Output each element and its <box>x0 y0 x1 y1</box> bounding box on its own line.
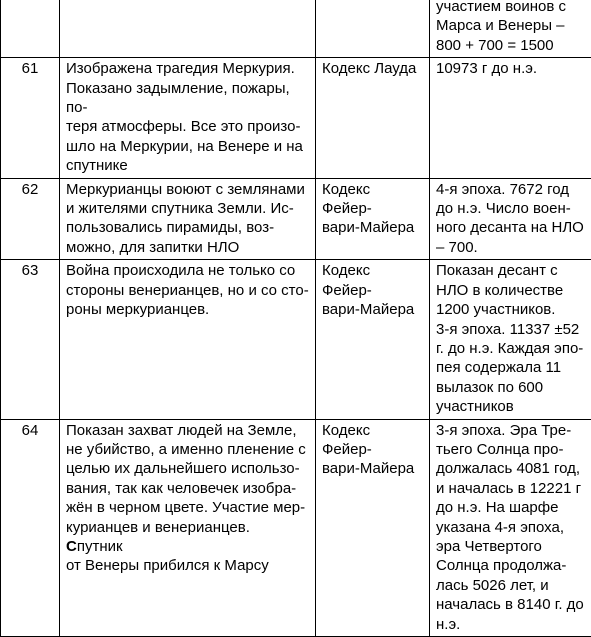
table-row <box>1 260 591 419</box>
description-cell: Изображена трагедия Меркурия. Показано задымление, пожары, по- теря атмосферы. Все это произо- шло на Меркурии, на Венере и на спутнике <box>60 58 316 178</box>
row-number-cell: 64 <box>1 419 60 636</box>
date-cell: 4-я эпоха. 7672 год до н.э. Число воен- ного десанта на НЛО – 700. <box>430 178 591 260</box>
source-cell: Кодекс Фейер- вари-Майера <box>316 260 430 419</box>
table-row <box>1 58 591 178</box>
date-cell: 10973 г до н.э. <box>430 58 591 178</box>
row-number-cell <box>1 0 60 58</box>
table-row <box>1 0 591 58</box>
description-bold-letter: С <box>66 538 77 555</box>
row-number-cell: 61 <box>1 58 60 178</box>
description-text: Показан захват людей на Земле, не убийство, а именно пленение с целью их дальнейшего использо- вания, так как человечек изобра- жён в черном цвете. Участие мер- курианцев и венерианцев. <box>66 422 306 536</box>
source-cell: Кодекс Фейер- вари-Майера <box>316 178 430 260</box>
row-number-cell: 62 <box>1 178 60 260</box>
date-cell: Показан десант с НЛО в количестве 1200 участников. 3-я эпоха. 11337 ±52 г. до н.э. Каждая эпо- пея содержала 11 вылазок по 600 участников <box>430 260 591 419</box>
source-cell: Кодекс Лауда <box>316 58 430 178</box>
description-cell: Меркурианцы воюют с землянами и жителями спутника Земли. Ис- пользовались пирамиды, воз- можно, для запитки НЛО <box>60 178 316 260</box>
date-cell: 3-я эпоха. Эра Тре- тьего Солнца про- должалась 4081 год, и началась в 12221 г до н.э. На шарфе указана 4-я эпоха, эра Четвертого Солнца продолжа- лась 5026 лет, и началась в 8140 г. до н.э. <box>430 419 591 636</box>
source-cell: Кодекс Фейер- вари-Майера <box>316 419 430 636</box>
description-cell: Война происходила не только со стороны венерианцев, но и со сто- роны меркурианцев. <box>60 260 316 419</box>
source-cell <box>316 0 430 58</box>
description-cell <box>60 0 316 58</box>
row-number-cell: 63 <box>1 260 60 419</box>
description-text-tail: путник от Венеры прибился к Марсу <box>66 538 269 574</box>
table-row <box>1 178 591 260</box>
date-cell: участием воинов с Марса и Венеры – 800 + 700 = 1500 <box>430 0 591 58</box>
